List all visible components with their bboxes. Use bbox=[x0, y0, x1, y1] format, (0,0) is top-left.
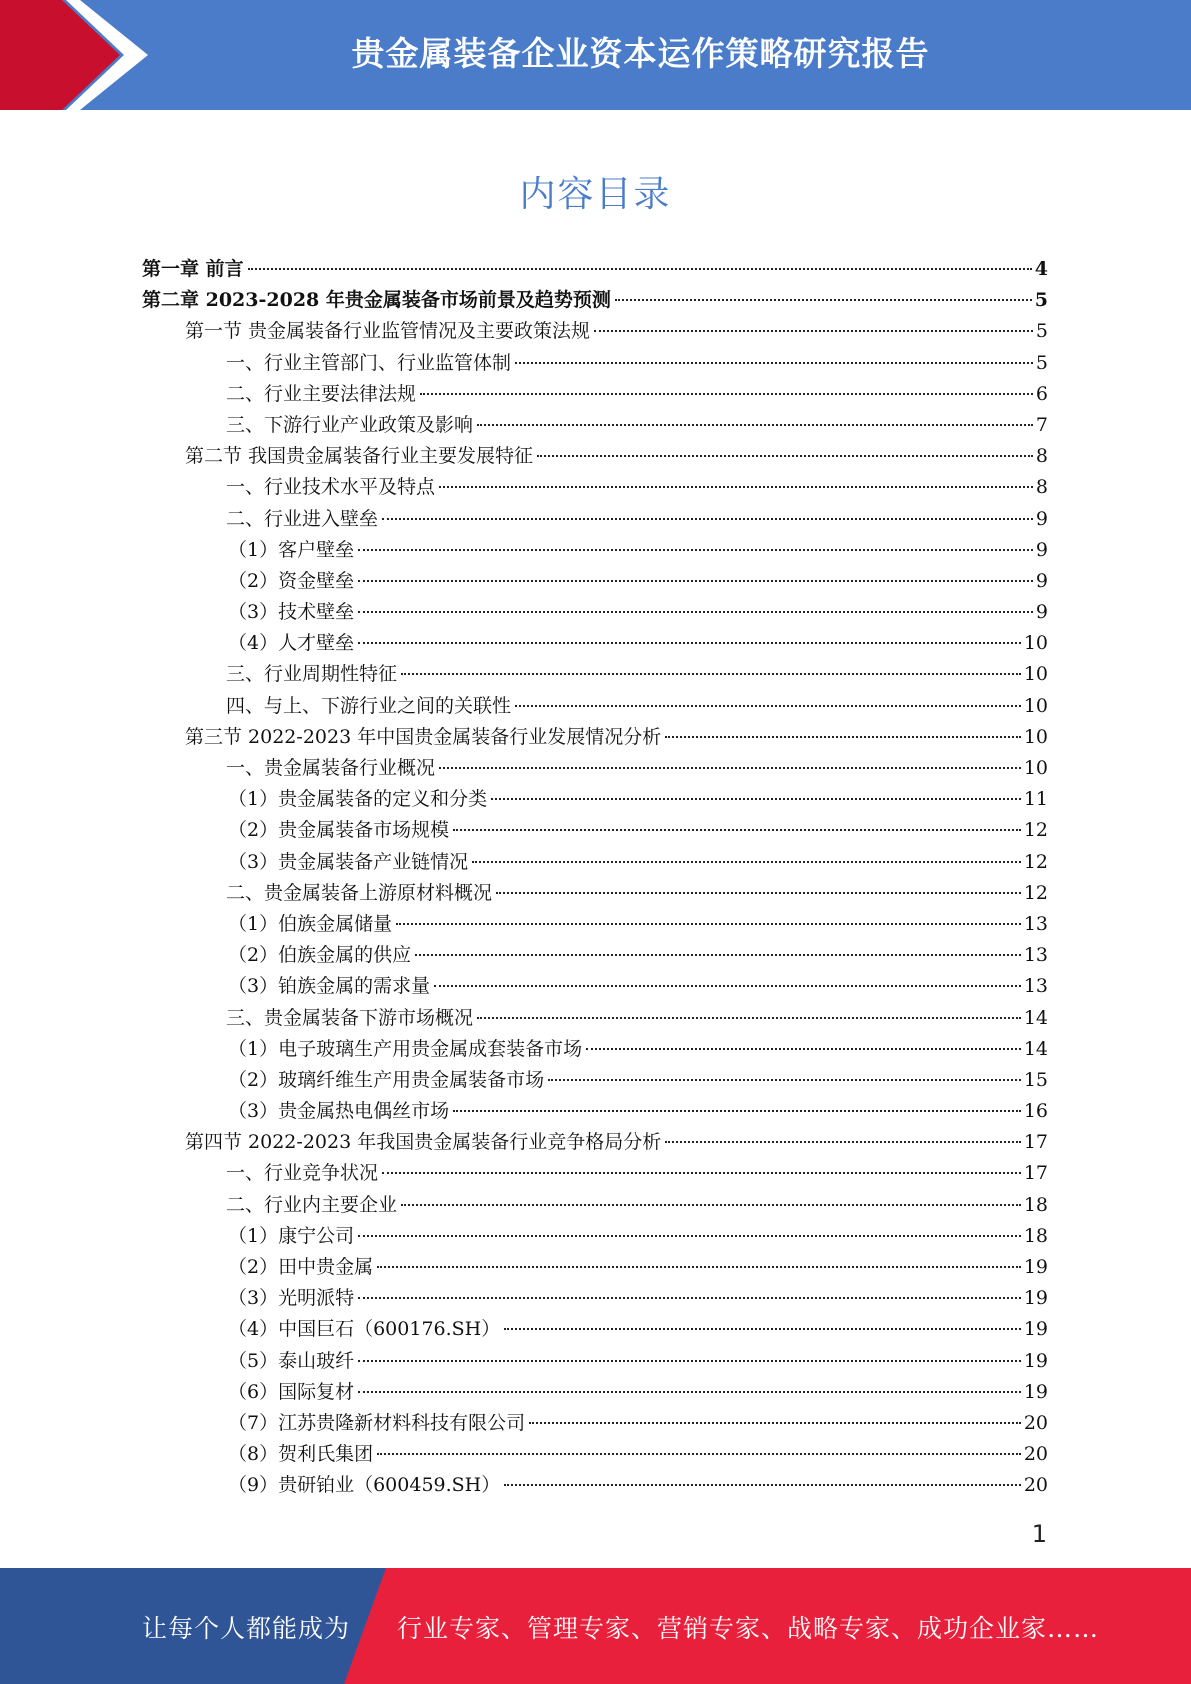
toc-entry-page: 14 bbox=[1023, 1037, 1048, 1060]
toc-entry[interactable] bbox=[142, 316, 1048, 347]
toc-entry[interactable] bbox=[142, 784, 1048, 815]
toc-entry-title: （3）铂族金属的需求量 bbox=[228, 975, 431, 998]
toc-entry-page: 17 bbox=[1023, 1131, 1048, 1154]
toc-dot-leader bbox=[396, 923, 1021, 925]
footer-slogan-right: 行业专家、管理专家、营销专家、战略专家、成功企业家…… bbox=[397, 1614, 1100, 1643]
toc-dot-leader bbox=[496, 892, 1021, 894]
toc-entry-page: 19 bbox=[1023, 1380, 1048, 1403]
toc-entry[interactable] bbox=[142, 878, 1048, 909]
toc-entry-page: 5 bbox=[1035, 351, 1048, 374]
toc-entry-title: （1）伯族金属储量 bbox=[228, 912, 393, 935]
toc-entry-title: （2）贵金属装备市场规模 bbox=[228, 819, 450, 842]
toc-entry-page: 18 bbox=[1023, 1193, 1048, 1216]
toc-dot-leader bbox=[401, 1204, 1021, 1206]
toc-entry[interactable] bbox=[142, 535, 1048, 566]
toc-entry[interactable] bbox=[142, 909, 1048, 940]
toc-dot-leader bbox=[515, 705, 1021, 707]
toc-entry-page: 9 bbox=[1035, 538, 1048, 561]
report-title: 贵金属装备企业资本运作策略研究报告 bbox=[351, 34, 930, 73]
toc-entry-title: 二、行业主要法律法规 bbox=[226, 382, 417, 405]
toc-entry-page: 20 bbox=[1023, 1411, 1048, 1434]
toc-dot-leader bbox=[477, 424, 1033, 426]
toc-dot-leader bbox=[439, 767, 1021, 769]
toc-entry-page: 10 bbox=[1023, 757, 1048, 779]
toc-entry-page: 10 bbox=[1023, 663, 1048, 686]
header-banner bbox=[0, 0, 1191, 110]
toc-entry-title: 一、贵金属装备行业概况 bbox=[226, 757, 436, 779]
toc-entry-page: 4 bbox=[1034, 258, 1048, 280]
toc-entry-title: 三、行业周期性特征 bbox=[226, 663, 398, 686]
toc-entry-title: 一、行业主管部门、行业监管体制 bbox=[226, 351, 512, 374]
toc-entry[interactable] bbox=[142, 1283, 1048, 1314]
toc-entry-page: 20 bbox=[1023, 1474, 1048, 1497]
toc-entry-title: （1）康宁公司 bbox=[228, 1224, 355, 1247]
toc-entry[interactable] bbox=[142, 1127, 1048, 1158]
toc-entry-title: 三、贵金属装备下游市场概况 bbox=[226, 1006, 474, 1029]
toc-dot-leader bbox=[439, 486, 1033, 488]
toc-dot-leader bbox=[420, 393, 1033, 395]
toc-entry-page: 6 bbox=[1035, 382, 1048, 405]
toc-entry-title: （1）贵金属装备的定义和分类 bbox=[228, 788, 488, 811]
toc-entry-title: （5）泰山玻纤 bbox=[228, 1349, 355, 1372]
toc-entry-page: 5 bbox=[1035, 320, 1048, 343]
toc-entry[interactable] bbox=[142, 1096, 1048, 1127]
toc-entry-title: （4）中国巨石（600176.SH） bbox=[228, 1318, 501, 1341]
toc-entry[interactable] bbox=[142, 504, 1048, 535]
toc-entry-title: 第三节 2022-2023 年中国贵金属装备行业发展情况分析 bbox=[185, 725, 662, 748]
toc-dot-leader bbox=[665, 736, 1021, 738]
toc-entry[interactable] bbox=[142, 1034, 1048, 1065]
toc-dot-leader bbox=[358, 580, 1033, 582]
toc-entry-page: 9 bbox=[1035, 569, 1048, 592]
toc-entry-title: （1）客户壁垒 bbox=[228, 538, 355, 561]
toc-entry-page: 16 bbox=[1023, 1100, 1048, 1123]
toc-dot-leader bbox=[594, 330, 1033, 332]
toc-entry[interactable] bbox=[142, 472, 1048, 503]
toc-entry-page: 9 bbox=[1035, 507, 1048, 530]
toc-entry-page: 8 bbox=[1035, 445, 1048, 468]
table-of-contents bbox=[142, 254, 1048, 1502]
toc-dot-leader bbox=[358, 1297, 1021, 1299]
toc-entry-page: 13 bbox=[1023, 912, 1048, 935]
toc-entry[interactable] bbox=[142, 379, 1048, 410]
toc-dot-leader bbox=[477, 1017, 1021, 1019]
toc-entry-page: 12 bbox=[1023, 819, 1048, 842]
toc-dot-leader bbox=[377, 1266, 1021, 1268]
toc-entry-title: （3）贵金属装备产业链情况 bbox=[228, 850, 469, 873]
toc-entry-page: 10 bbox=[1023, 632, 1048, 655]
toc-entry-title: 二、行业内主要企业 bbox=[226, 1193, 398, 1216]
toc-entry-page: 12 bbox=[1023, 881, 1048, 904]
toc-entry-page: 19 bbox=[1023, 1349, 1048, 1372]
toc-dot-leader bbox=[358, 549, 1033, 551]
toc-entry[interactable] bbox=[142, 1470, 1048, 1501]
toc-entry[interactable] bbox=[142, 1346, 1048, 1377]
footer-slogan-left: 让每个人都能成为 bbox=[142, 1614, 351, 1643]
toc-entry[interactable] bbox=[142, 1439, 1048, 1470]
toc-entry-page: 19 bbox=[1023, 1256, 1048, 1278]
toc-entry-title: 第一章 前言 bbox=[142, 258, 244, 280]
toc-entry[interactable] bbox=[142, 753, 1048, 784]
toc-entry[interactable] bbox=[142, 1377, 1048, 1408]
toc-entry-title: 三、下游行业产业政策及影响 bbox=[226, 413, 474, 436]
header-arrow-graphic bbox=[0, 0, 160, 110]
toc-entry[interactable] bbox=[142, 659, 1048, 690]
toc-entry-page: 19 bbox=[1023, 1287, 1048, 1310]
toc-dot-leader bbox=[358, 1360, 1021, 1362]
toc-dot-leader bbox=[665, 1141, 1021, 1143]
toc-entry-title: （7）江苏贵隆新材料科技有限公司 bbox=[228, 1411, 526, 1434]
toc-dot-leader bbox=[377, 1453, 1021, 1455]
toc-entry[interactable] bbox=[142, 1065, 1048, 1096]
toc-entry-title: （4）人才壁垒 bbox=[228, 632, 355, 655]
toc-entry-page: 15 bbox=[1023, 1068, 1048, 1091]
footer-banner bbox=[0, 1568, 1191, 1684]
toc-dot-leader bbox=[586, 1048, 1021, 1050]
toc-entry-title: 第二章 2023-2028 年贵金属装备市场前景及趋势预测 bbox=[142, 289, 611, 312]
toc-dot-leader bbox=[358, 611, 1033, 613]
toc-entry[interactable] bbox=[142, 348, 1048, 379]
page-number: 1 bbox=[1031, 1520, 1047, 1548]
toc-entry[interactable] bbox=[142, 1158, 1048, 1189]
toc-entry[interactable] bbox=[142, 847, 1048, 878]
toc-dot-leader bbox=[358, 1235, 1021, 1237]
toc-entry-title: （1）电子玻璃生产用贵金属成套装备市场 bbox=[228, 1037, 583, 1060]
toc-entry[interactable] bbox=[142, 1408, 1048, 1439]
toc-entry-page: 10 bbox=[1023, 694, 1048, 717]
toc-entry-title: （9）贵研铂业（600459.SH） bbox=[228, 1474, 501, 1497]
toc-entry-page: 20 bbox=[1023, 1443, 1048, 1466]
toc-entry[interactable] bbox=[142, 940, 1048, 971]
toc-entry-page: 19 bbox=[1023, 1318, 1048, 1341]
toc-entry-title: （2）玻璃纤维生产用贵金属装备市场 bbox=[228, 1068, 545, 1091]
toc-dot-leader bbox=[504, 1328, 1021, 1330]
toc-entry[interactable] bbox=[142, 722, 1048, 753]
toc-entry-page: 18 bbox=[1023, 1224, 1048, 1247]
toc-dot-leader bbox=[358, 1391, 1021, 1393]
toc-dot-leader bbox=[491, 798, 1021, 800]
toc-heading: 内容目录 bbox=[519, 174, 672, 215]
toc-dot-leader bbox=[615, 299, 1032, 301]
toc-entry-title: 二、贵金属装备上游原材料概况 bbox=[226, 881, 493, 904]
toc-dot-leader bbox=[453, 1110, 1021, 1112]
toc-entry-title: （2）资金壁垒 bbox=[228, 569, 355, 592]
toc-entry-title: 四、与上、下游行业之间的关联性 bbox=[226, 694, 512, 717]
toc-entry-title: （3）技术壁垒 bbox=[228, 601, 355, 624]
toc-entry-title: 二、行业进入壁垒 bbox=[226, 507, 379, 530]
toc-entry-title: 第一节 贵金属装备行业监管情况及主要政策法规 bbox=[185, 320, 591, 343]
toc-dot-leader bbox=[248, 268, 1032, 270]
toc-dot-leader bbox=[382, 518, 1033, 520]
toc-entry[interactable] bbox=[142, 1221, 1048, 1252]
toc-entry[interactable] bbox=[142, 1190, 1048, 1221]
toc-entry-title: （2）伯族金属的供应 bbox=[228, 944, 412, 967]
toc-dot-leader bbox=[472, 861, 1021, 863]
toc-dot-leader bbox=[515, 362, 1033, 364]
toc-dot-leader bbox=[401, 673, 1021, 675]
toc-entry-title: （3）光明派特 bbox=[228, 1287, 355, 1310]
toc-entry[interactable] bbox=[142, 1003, 1048, 1034]
toc-dot-leader bbox=[529, 1422, 1021, 1424]
toc-entry-title: 第四节 2022-2023 年我国贵金属装备行业竞争格局分析 bbox=[185, 1131, 662, 1154]
toc-entry-page: 9 bbox=[1035, 601, 1048, 624]
toc-dot-leader bbox=[504, 1484, 1021, 1486]
toc-entry-page: 5 bbox=[1034, 289, 1048, 312]
toc-entry[interactable] bbox=[142, 1314, 1048, 1345]
toc-dot-leader bbox=[548, 1079, 1021, 1081]
toc-dot-leader bbox=[453, 829, 1021, 831]
toc-entry[interactable] bbox=[142, 410, 1048, 441]
toc-entry-page: 14 bbox=[1023, 1006, 1048, 1029]
toc-dot-leader bbox=[358, 642, 1021, 644]
toc-entry-title: 一、行业竞争状况 bbox=[226, 1162, 379, 1185]
toc-dot-leader bbox=[415, 954, 1021, 956]
toc-entry-page: 11 bbox=[1023, 788, 1048, 811]
toc-dot-leader bbox=[537, 455, 1033, 457]
toc-entry-page: 17 bbox=[1023, 1162, 1048, 1185]
toc-entry[interactable] bbox=[142, 1252, 1048, 1283]
toc-entry[interactable] bbox=[142, 628, 1048, 659]
toc-entry-page: 10 bbox=[1023, 725, 1048, 748]
toc-entry[interactable] bbox=[142, 971, 1048, 1002]
toc-entry-title: （2）田中贵金属 bbox=[228, 1256, 374, 1278]
toc-entry-page: 12 bbox=[1023, 850, 1048, 873]
toc-entry[interactable] bbox=[142, 815, 1048, 846]
toc-entry[interactable] bbox=[142, 691, 1048, 722]
toc-entry[interactable] bbox=[142, 441, 1048, 472]
toc-entry-page: 13 bbox=[1023, 944, 1048, 967]
toc-entry[interactable] bbox=[142, 285, 1048, 316]
toc-entry-page: 13 bbox=[1023, 975, 1048, 998]
toc-dot-leader bbox=[382, 1172, 1021, 1174]
toc-entry-title: 一、行业技术水平及特点 bbox=[226, 476, 436, 499]
toc-entry[interactable] bbox=[142, 566, 1048, 597]
toc-entry-title: 第二节 我国贵金属装备行业主要发展特征 bbox=[185, 445, 534, 468]
toc-entry-title: （3）贵金属热电偶丝市场 bbox=[228, 1100, 450, 1123]
toc-entry-page: 8 bbox=[1035, 476, 1048, 499]
toc-entry-page: 7 bbox=[1035, 413, 1048, 436]
toc-entry-title: （8）贺利氏集团 bbox=[228, 1443, 374, 1466]
toc-dot-leader bbox=[434, 985, 1021, 987]
toc-entry[interactable] bbox=[142, 254, 1048, 285]
toc-entry-title: （6）国际复材 bbox=[228, 1380, 355, 1403]
toc-entry[interactable] bbox=[142, 597, 1048, 628]
